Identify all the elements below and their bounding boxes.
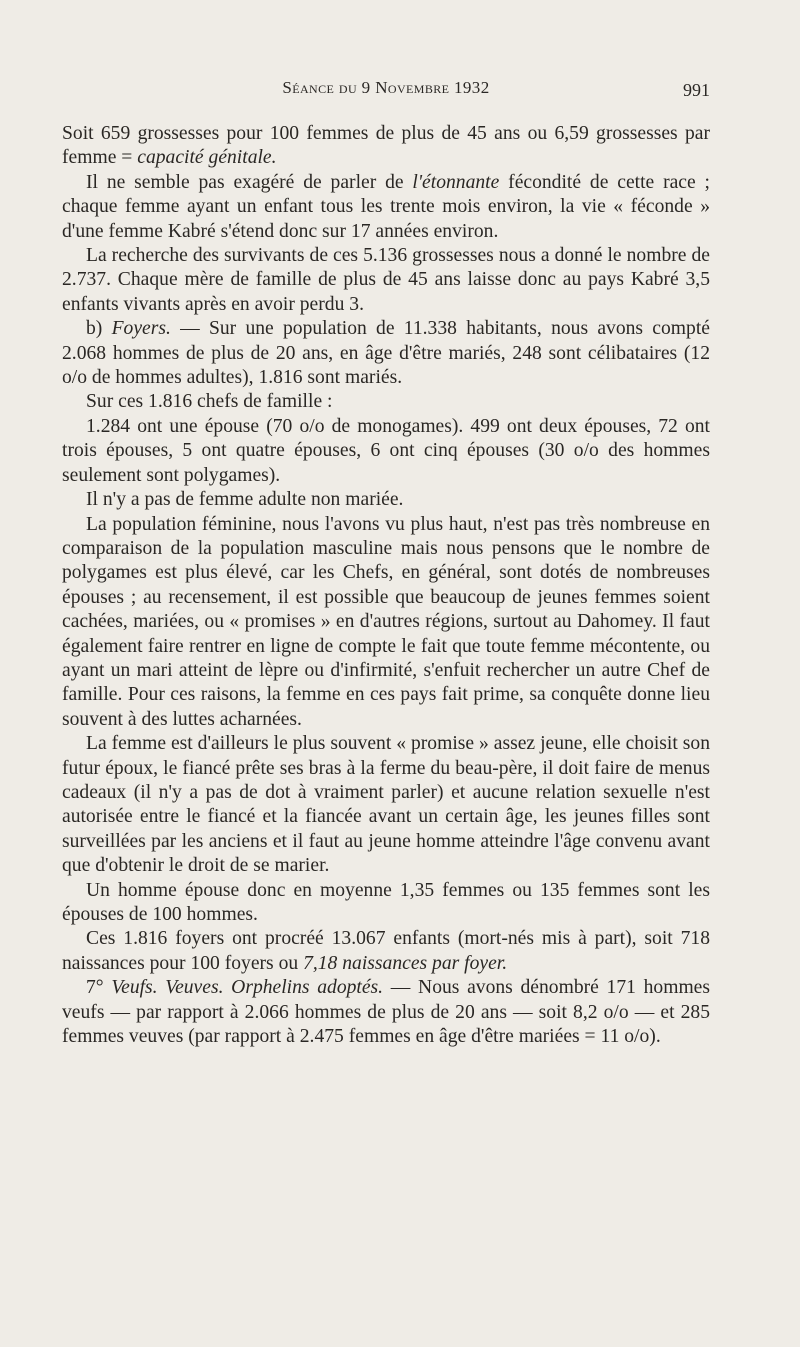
p4-label: b): [86, 318, 112, 340]
paragraph-6: 1.284 ont une épouse (70 o/o de monogames). 499 ont deux épouses, 72 ont trois épouses, 5 ont quatre épouses, 6 ont cinq épouses (30 o/o des hommes seulement sont polygames).: [62, 415, 710, 486]
page-number: 991: [683, 80, 710, 100]
p1-italic: capacité génitale.: [137, 147, 277, 169]
p2-text-c: fécondité de cette race ; chaque femme ayant un enfant tous les trente mois environ, la vie « féconde » d'une femme Kabré s'étend donc sur 17 années environ.: [62, 171, 710, 242]
paragraph-4-foyers: [62, 317, 710, 390]
p12-text: — Nous avons dénombré 171 hommes veufs — par rapport à 2.066 hommes de plus de 20 ans — soit 8,2 o/o — et 285 femmes veuves (par rapport à 2.475 femmes en âge d'être mariées = 11 o/o).: [62, 977, 711, 1048]
paragraph-1: [62, 122, 710, 171]
paragraph-9: La femme est d'ailleurs le plus souvent « promise » assez jeune, elle choisit son futur époux, le fiancé prête ses bras à la ferme du beau-père, il doit faire de menus cadeaux (il n'y a pas de dot à vraiment parler) et aucune relation sexuelle n'est autorisée entre le fiancé et la fiancée avant un certain âge, les jeunes filles sont surveillées par les anciens et il faut au jeune homme atteindre l'âge convenu avant que d'obtenir le droit de se marier.: [62, 733, 710, 877]
p2-text-a: Il ne semble pas exagéré de parler de: [86, 171, 413, 193]
page-header: [62, 78, 710, 106]
paragraph-3: La recherche des survivants de ces 5.136 grossesses nous a donné le nombre de 2.737. Chaque mère de famille de plus de 45 ans laisse donc au pays Kabré 3,5 enfants vivants après en avoir perdu 3.: [62, 245, 710, 315]
p4-text: — Sur une population de 11.338 habitants, nous avons compté 2.068 hommes de plus de 20 ans, en âge d'être mariés, 248 sont célibataires (12 o/o de hommes adultes), 1.816 sont mariés.: [62, 318, 710, 389]
paragraph-11: [62, 927, 710, 976]
paragraph-5: Sur ces 1.816 chefs de famille :: [86, 391, 333, 413]
p12-italic-heading: Veufs. Veuves. Orphelins adoptés.: [111, 977, 384, 999]
running-head: Séance du 9 Novembre 1932: [282, 78, 490, 97]
p12-number: 7°: [86, 977, 112, 999]
p11-italic: 7,18 naissances par foyer.: [303, 952, 508, 974]
p4-italic-heading: Foyers.: [111, 318, 171, 340]
paragraph-7: Il n'y a pas de femme adulte non mariée.: [86, 489, 404, 511]
p11-text: Ces 1.816 foyers ont procréé 13.067 enfants (mort-nés mis à part), soit 718 naissances pour 100 foyers ou: [62, 928, 710, 974]
paragraph-8: La population féminine, nous l'avons vu plus haut, n'est pas très nombreuse en comparaison de la population masculine mais nous pensons que le nombre de polygames est plus élevé, car les Chefs, en général, sont dotés de nombreuses épouses ; au recensement, il est possible que beaucoup de jeunes femmes soient cachées, mariées, ou « promises » en d'autres régions, surtout au Dahomey. Il faut également faire rentrer en ligne de compte le fait que toute femme mécontente, ou ayant un mari atteint de lèpre ou d'infirmité, s'enfuit rechercher un autre Chef de famille. Pour ces raisons, la femme en ces pays fait prime, sa conquête donne lieu souvent à des luttes acharnées.: [62, 513, 710, 730]
p1-text: Soit 659 grossesses pour 100 femmes de plus de 45 ans ou 6,59 grossesses par femme =: [62, 123, 710, 169]
paragraph-2: [62, 171, 710, 244]
paragraph-10: Un homme épouse donc en moyenne 1,35 femmes ou 135 femmes sont les épouses de 100 hommes.: [62, 879, 710, 925]
body-text: [62, 122, 710, 1049]
p2-italic: l'étonnante: [412, 171, 500, 193]
paragraph-12-veufs: [62, 976, 710, 1049]
